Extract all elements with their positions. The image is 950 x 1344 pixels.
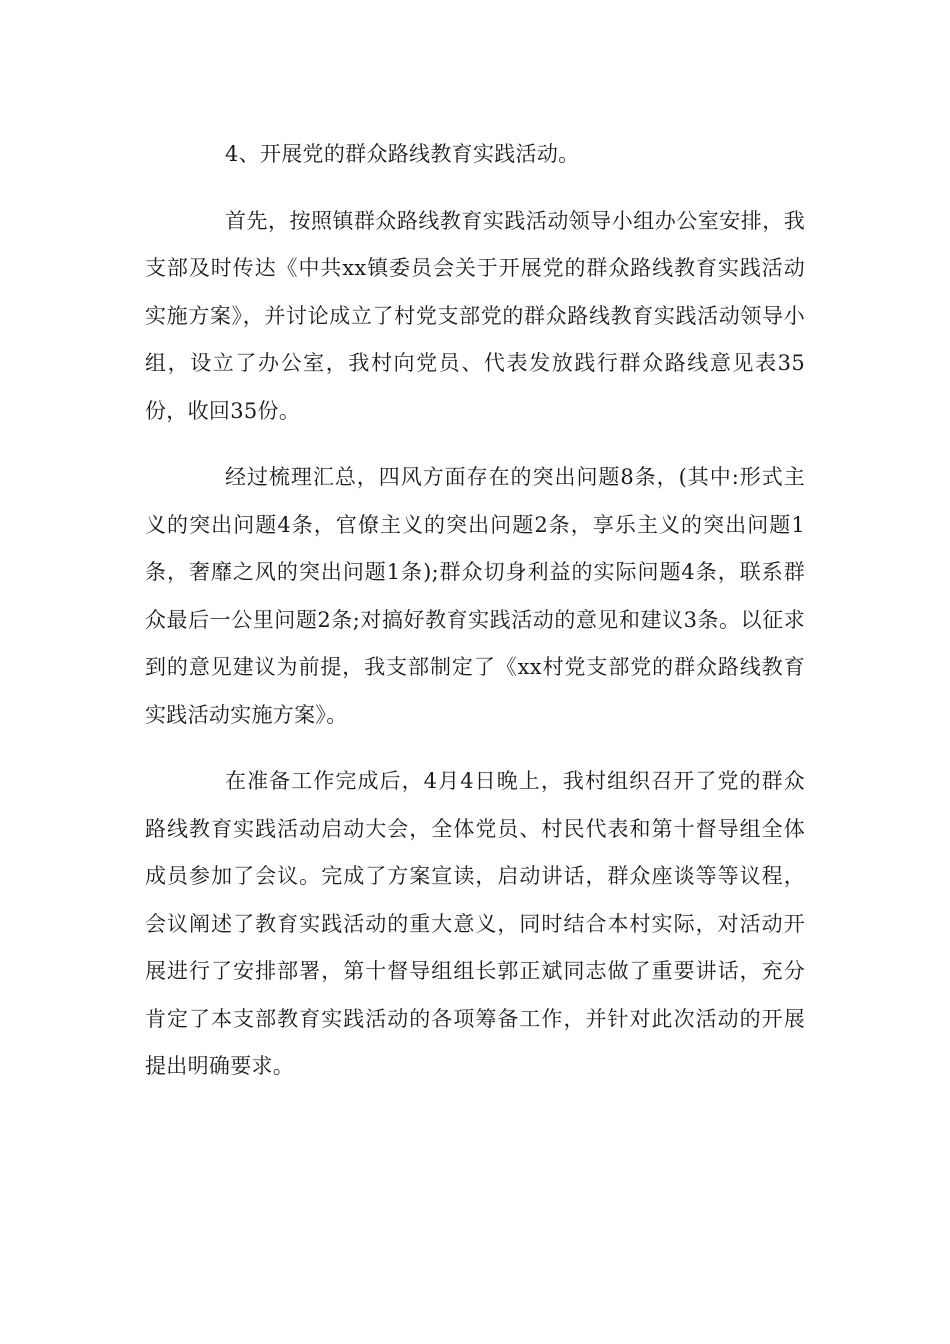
section-heading: 4、开展党的群众路线教育实践活动。 [225, 142, 580, 166]
paragraph-gap [145, 435, 805, 454]
paragraph-gap [145, 179, 805, 198]
paragraph-1: 首先，按照镇群众路线教育实践活动领导小组办公室安排，我支部及时传达《中共xx镇委员会关于开展党的群众路线教育实践活动实施方案》，并讨论成立了村党支部党的群众路线教育实践活动领导小组，设立了办公室，我村向党员、代表发放践行群众路线意见表35份，收回35份。 [145, 208, 805, 423]
document-body [145, 131, 805, 1091]
paragraph-gap [145, 739, 805, 758]
paragraph-3: 在准备工作完成后，4月4日晚上，我村组织召开了党的群众路线教育实践活动启动大会，全体党员、村民代表和第十督导组全体成员参加了会议。完成了方案宣读，启动讲话，群众座谈等等议程，会议阐述了教育实践活动的重大意义，同时结合本村实际，对活动开展进行了安排部署，第十督导组组长郭正斌同志做了重要讲话，充分肯定了本支部教育实践活动的各项筹备工作，并针对此次活动的开展提出明确要求。 [145, 769, 805, 1078]
paragraph-2: 经过梳理汇总，四风方面存在的突出问题8条，(其中:形式主义的突出问题4条，官僚主义的突出问题2条，享乐主义的突出问题1条，奢靡之风的突出问题1条);群众切身利益的实际问题4条，联系群众最后一公里问题2条;对搞好教育实践活动的意见和建议3条。以征求到的意见建议为前提，我支部制定了《xx村党支部党的群众路线教育实践活动实施方案》。 [145, 465, 805, 727]
